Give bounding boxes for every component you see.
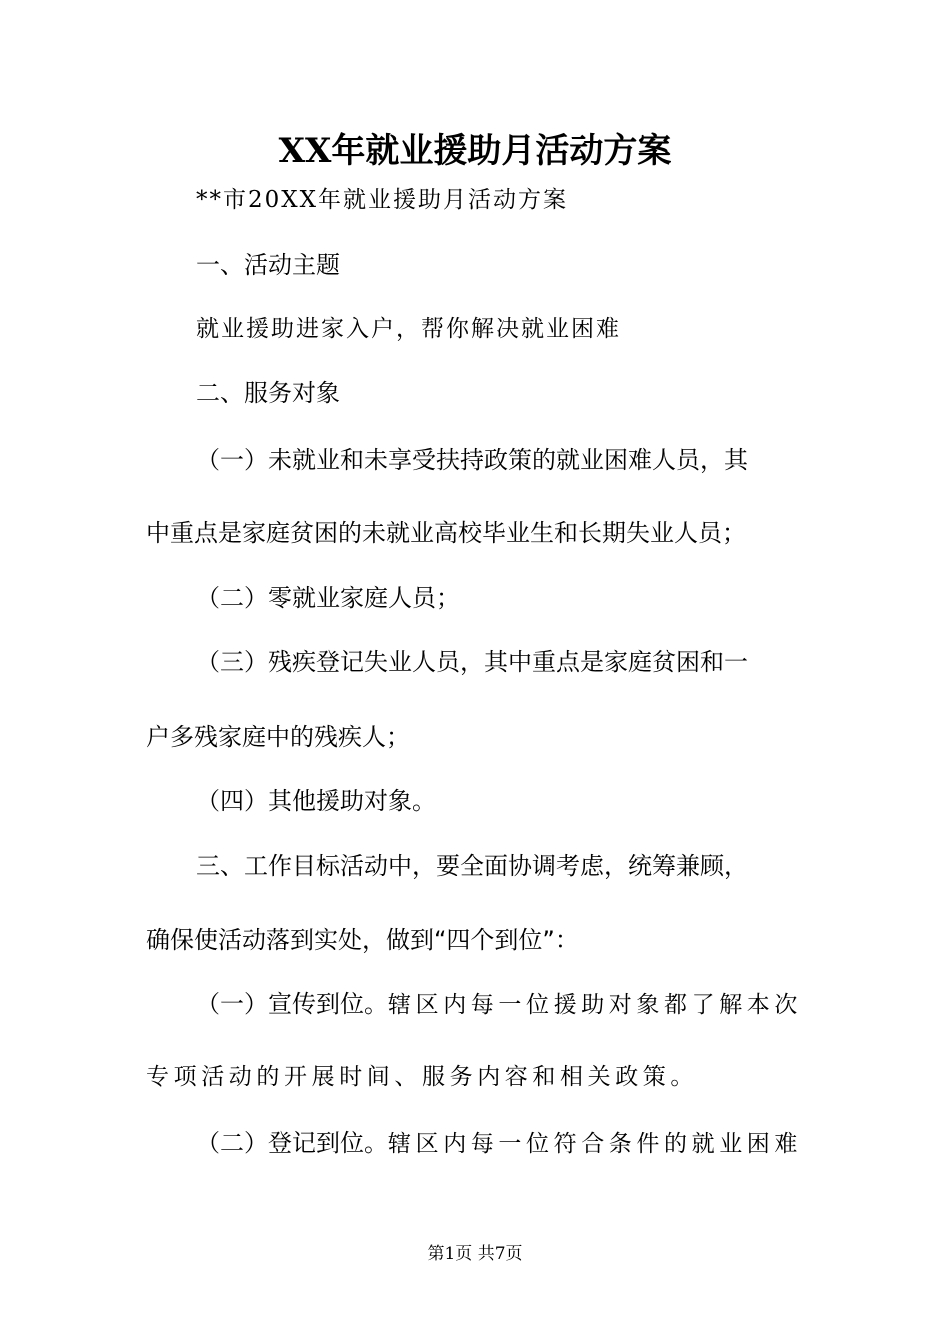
section-3-item-2-line-1 [196, 1131, 802, 1156]
section-3-item-1-line-2: 专项活动的开展时间、服务内容和相关政策。 [146, 1064, 698, 1090]
section-3-line-1: 三、工作目标活动中，要全面协调考虑，统筹兼顾， [196, 852, 748, 880]
section-2-item-1-line-2: 中重点是家庭贫困的未就业高校毕业生和长期失业人员； [146, 519, 746, 547]
document-title: XX年就业援助月活动方案 [278, 131, 672, 171]
section-1-heading: 一、活动主题 [196, 251, 340, 279]
section-2-item-3-line-1: （三）残疾登记失业人员，其中重点是家庭贫困和一 [196, 648, 748, 676]
document-subtitle: **市20XX年就业援助月活动方案 [196, 187, 569, 213]
section-2-item-1-line-1: （一）未就业和未享受扶持政策的就业困难人员，其 [196, 446, 748, 474]
section-2-item-3-line-2: 户多残家庭中的残疾人； [146, 723, 410, 751]
section-3-item-1-line-1 [196, 992, 802, 1017]
page-footer: 第1页 共7页 [427, 1244, 523, 1264]
section-2-item-2: （二）零就业家庭人员； [196, 584, 460, 612]
section-3-item-1-rest: 辖区内每一位援助对象都了解本次 [388, 992, 802, 1018]
section-3-line-2: 确保使活动落到实处，做到“四个到位”： [146, 926, 579, 954]
section-3-item-2-lead: （二）登记到位。 [196, 1129, 388, 1157]
section-1-body: 就业援助进家入户，帮你解决就业困难 [196, 316, 621, 342]
section-3-item-1-lead: （一）宣传到位。 [196, 990, 388, 1018]
section-3-item-2-rest: 辖区内每一位符合条件的就业困难 [388, 1131, 802, 1157]
section-2-item-4: （四）其他援助对象。 [196, 787, 436, 815]
section-2-heading: 二、服务对象 [196, 379, 340, 407]
